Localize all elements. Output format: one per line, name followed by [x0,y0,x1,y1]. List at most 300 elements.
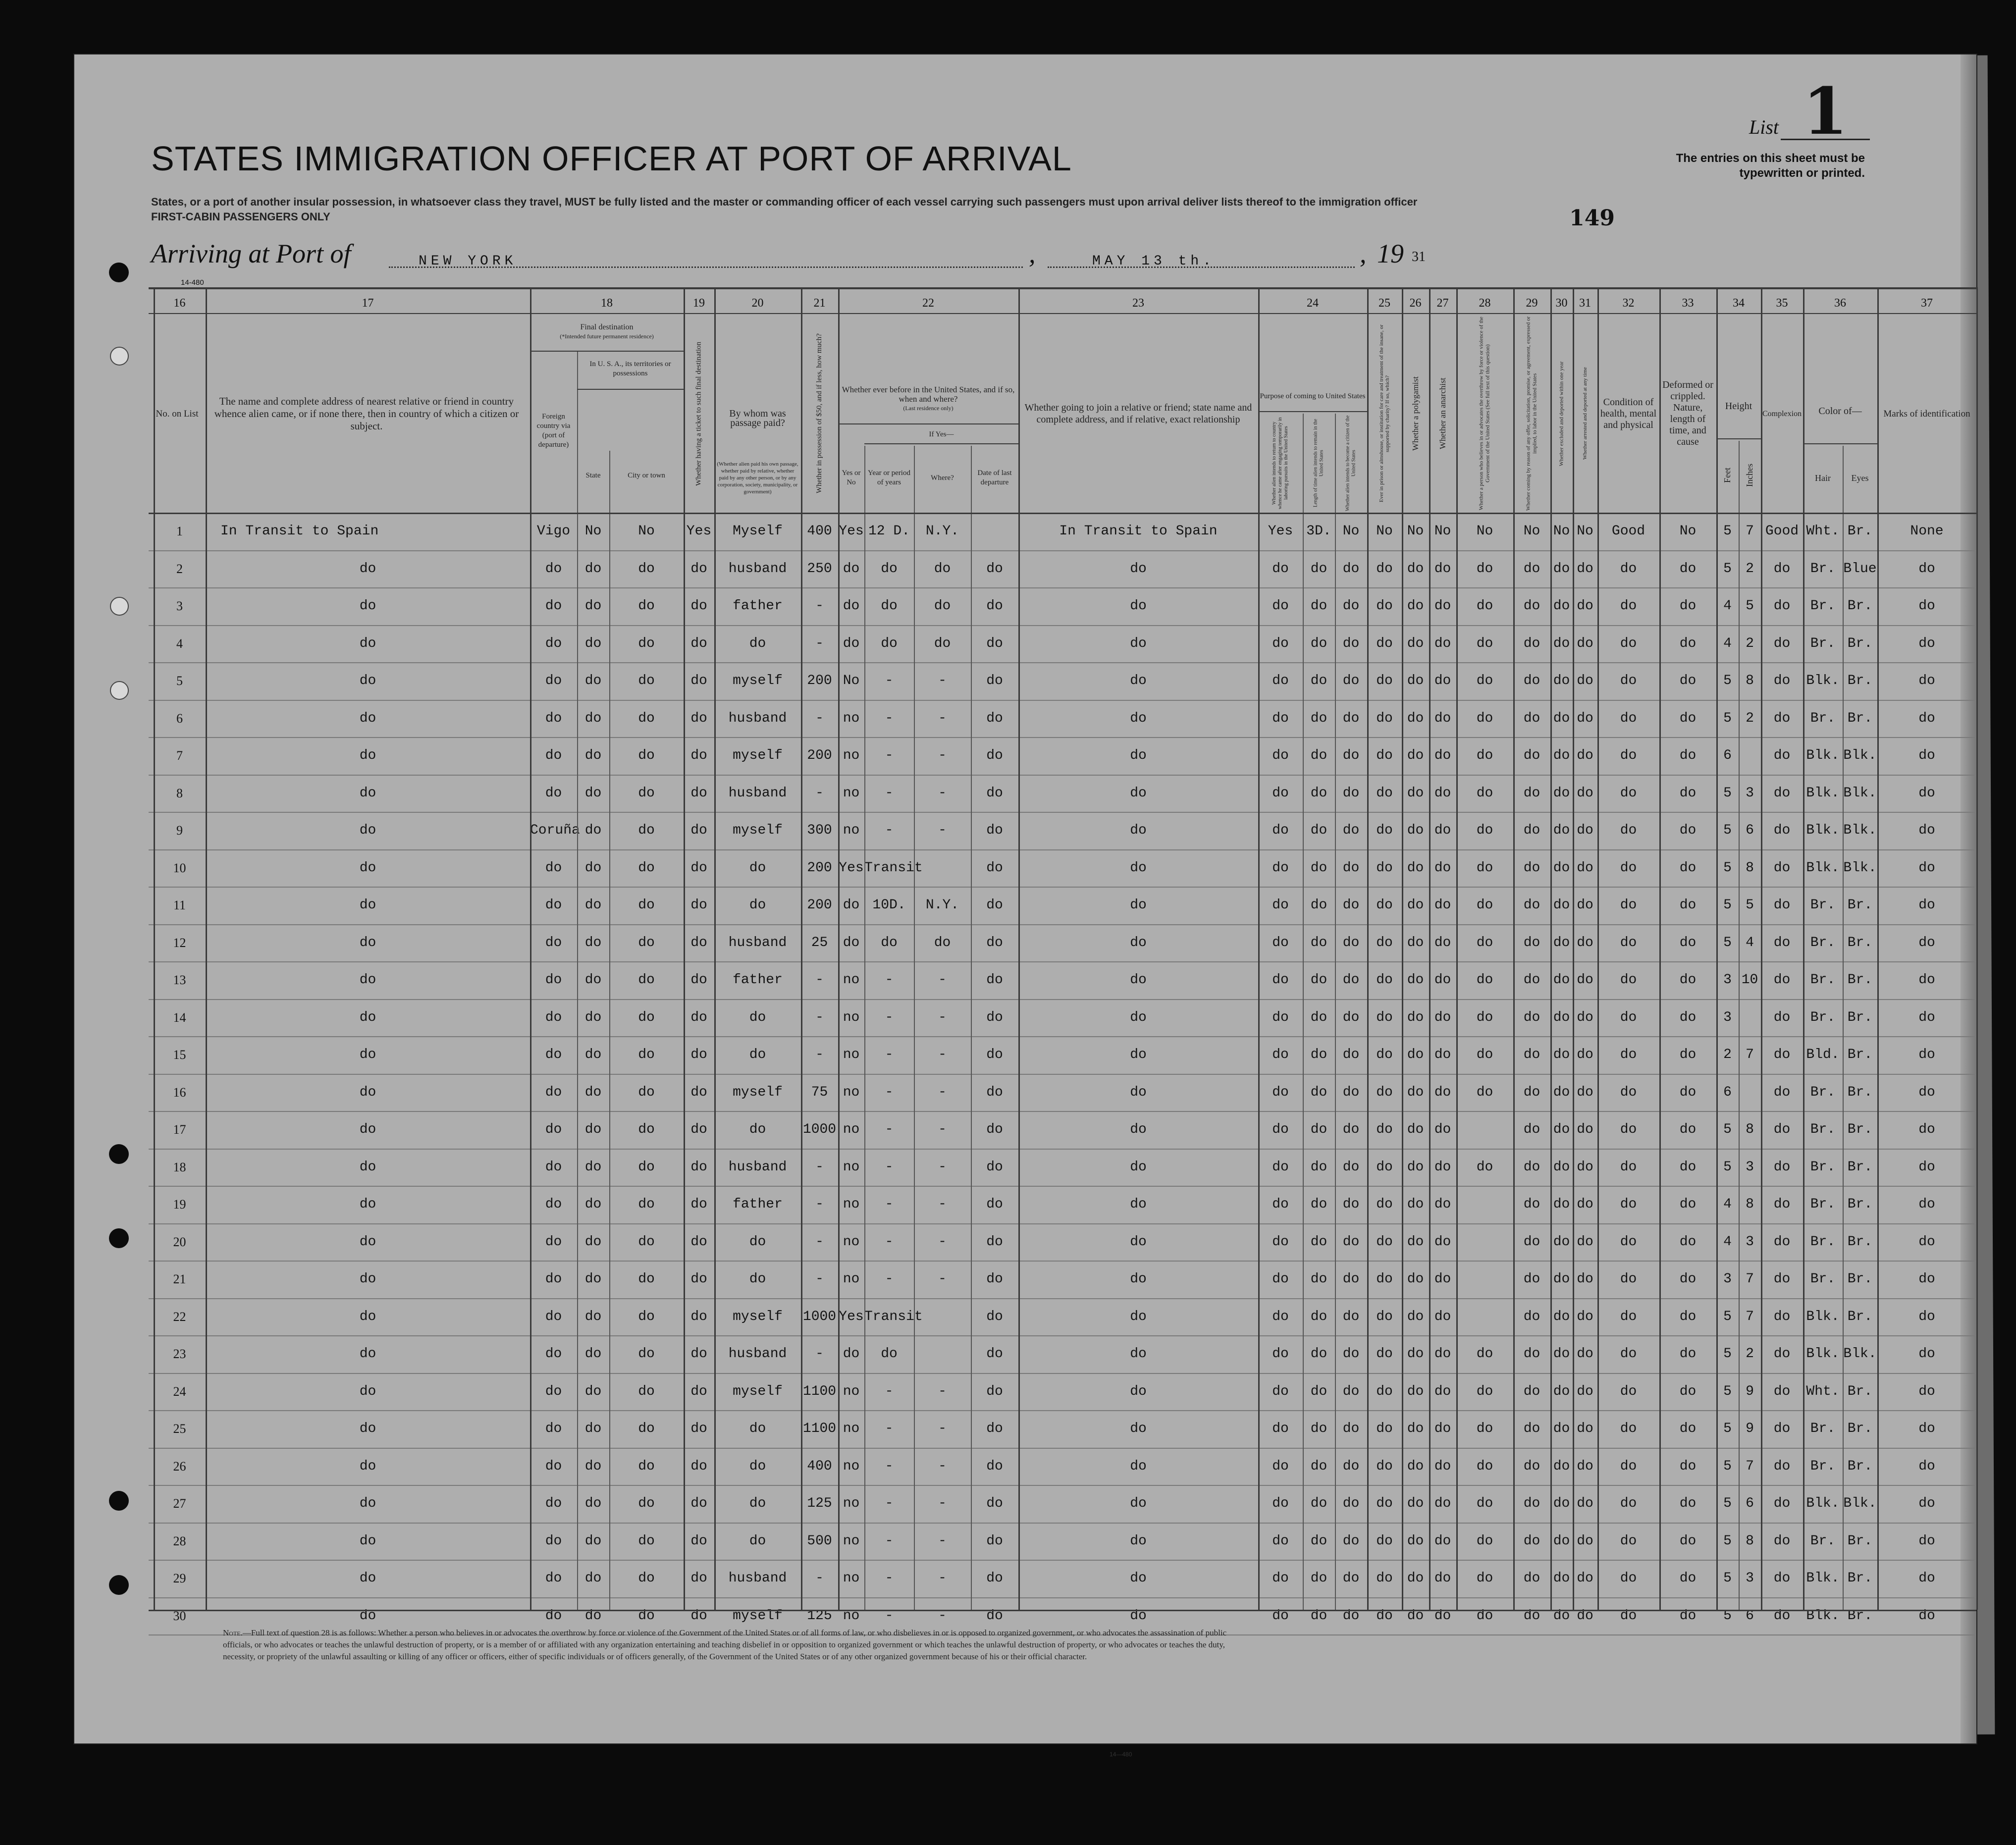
table-cell: husband [728,935,787,950]
table-cell: do [1620,935,1637,950]
table-cell: do [1272,1608,1289,1624]
table-cell: do [545,1009,562,1025]
table-cell [914,849,971,887]
table-cell: do [1773,1009,1791,1025]
table-cell: do [1679,1608,1697,1624]
table-cell: do [1476,935,1493,950]
table-cell: do [1523,823,1540,838]
table-cell: N.Y. [925,524,959,539]
header-year: Year or period of years [868,469,910,486]
table-cell: - [938,748,947,763]
table-cell: Blk. [1806,1571,1840,1586]
table-cell: do [1918,1309,1935,1324]
table-cell [1456,1298,1513,1336]
table-cell: do [1130,1458,1147,1474]
table-cell: Br. [1847,1421,1873,1436]
table-cell: - [885,1458,894,1474]
table-cell: do [1342,673,1360,688]
table-cell: do [1773,1458,1791,1474]
grid-line [1739,441,1740,1610]
table-cell: 8 [1746,1197,1754,1212]
table-cell: Br. [1810,561,1836,577]
table-cell: do [638,1047,655,1062]
table-cell: do [1918,1009,1935,1025]
table-cell: do [1310,1159,1327,1175]
table-cell: no [843,1533,860,1549]
table-cell: do [1130,1496,1147,1511]
table-cell: do [1577,1346,1593,1362]
table-cell: do [1476,1533,1493,1549]
row-number: 2 [176,561,183,576]
table-cell: do [986,1197,1003,1212]
table-cell: no [843,1159,860,1175]
table-cell: do [986,748,1003,763]
table-cell: do [1130,1571,1147,1586]
table-cell: do [1918,860,1935,876]
table-cell: 125 [807,1496,832,1511]
table-cell: do [1310,635,1327,651]
table-cell: do [749,635,766,651]
column-number: 35 [1776,297,1788,310]
table-cell: do [1918,897,1935,913]
grid-line [684,287,685,1610]
table-cell [971,513,1018,550]
table-cell: do [359,673,376,688]
table-cell: do [359,1458,376,1474]
table-cell: do [1553,1271,1570,1287]
table-cell: do [749,1496,766,1511]
column-number: 22 [922,297,934,310]
header-nearest-relative: The name and complete address of nearest relative or friend in country whence alien came, or if none there, then in country of which a citizen or subject. [214,395,519,432]
table-cell: no [843,1458,860,1474]
table-cell: do [1620,561,1637,577]
table-cell: do [584,1533,602,1549]
table-cell: 400 [807,524,832,539]
column-number: 32 [1622,297,1635,310]
table-cell: do [1272,598,1289,614]
table-cell: do [1130,823,1147,838]
row-number: 13 [173,973,186,987]
table-cell: do [1773,823,1791,838]
table-cell: do [1523,1271,1540,1287]
table-cell: do [1773,860,1791,876]
table-cell: 200 [807,897,832,913]
row-number: 4 [176,636,183,651]
table-cell: do [1918,1271,1935,1287]
table-cell: do [584,1608,602,1624]
table-cell: - [885,1571,894,1586]
column-number: 16 [173,297,186,310]
table-cell: 5 [1723,710,1732,726]
table-cell: 8 [1746,860,1754,876]
row-number: 10 [173,860,186,875]
table-cell: father [733,1197,783,1212]
table-cell: Br. [1847,524,1873,539]
table-cell: do [690,823,707,838]
table-cell: do [638,673,655,688]
table-cell: do [1773,673,1791,688]
table-cell: do [359,1271,376,1287]
table-cell: do [1342,1496,1360,1511]
table-cell: 1100 [802,1421,837,1436]
table-cell: Br. [1810,635,1836,651]
table-cell: do [1434,897,1451,913]
header-deformed: Deformed or crippled. Nature, length of time, and cause [1662,379,1713,447]
punch-hole [110,597,129,616]
table-cell: do [584,1346,602,1362]
table-cell: do [749,1533,766,1549]
table-cell: do [638,1608,655,1624]
table-cell: - [885,1122,894,1137]
table-cell: do [1272,1458,1289,1474]
table-cell: do [1434,1234,1451,1250]
table-cell: 200 [807,860,832,876]
table-cell: do [1272,935,1289,950]
column-number: 34 [1733,297,1745,310]
table-cell: do [881,1346,898,1362]
table-cell: do [1376,1197,1393,1212]
table-cell: do [359,1009,376,1025]
table-cell: Br. [1810,1159,1836,1175]
table-cell: do [986,1496,1003,1511]
table-cell: do [1342,1122,1360,1137]
table-cell: 400 [807,1458,832,1474]
table-cell: do [986,972,1003,988]
table-cell: Br. [1847,673,1873,688]
table-cell: do [1577,1084,1593,1100]
table-cell: no [843,1571,860,1586]
grid-line [1258,287,1260,1610]
table-cell: do [986,635,1003,651]
table-cell: do [638,635,655,651]
table-cell: do [584,1571,602,1586]
grid-line [149,287,1976,289]
page-title: STATES IMMIGRATION OFFICER AT PORT OF ARRIVAL [151,139,1072,178]
table-cell: do [1310,561,1327,577]
table-cell: do [545,1496,562,1511]
table-cell: do [1310,1047,1327,1062]
table-cell: - [938,1084,947,1100]
table-cell: do [881,935,898,950]
table-cell: do [843,897,860,913]
header-prison: Ever in prison or almshouse, or institution for care and treatment of the insane, or supported by charity? If so, which? [1379,324,1390,503]
table-cell: do [749,1234,766,1250]
table-cell: do [1773,1608,1791,1624]
year-suffix: 31 [1412,249,1426,264]
table-cell: do [1376,1009,1393,1025]
grid-line [1803,443,1877,444]
table-cell: Br. [1810,935,1836,950]
column-number: 37 [1921,297,1933,310]
table-cell: no [843,1122,860,1137]
table-cell: do [584,748,602,763]
table-cell: do [1310,1122,1327,1137]
table-cell: do [1773,1533,1791,1549]
table-cell: do [1620,1271,1637,1287]
table-cell: do [690,635,707,651]
table-cell: do [1577,1009,1593,1025]
table-cell: do [1553,748,1570,763]
table-cell: - [938,1571,947,1586]
table-cell: do [1679,710,1697,726]
table-cell: do [1553,1533,1570,1549]
table-cell: do [638,1309,655,1324]
table-cell: do [1679,748,1697,763]
table-cell: do [1130,1309,1147,1324]
table-cell: do [1342,823,1360,838]
grid-line [206,287,207,1610]
table-cell: do [1272,673,1289,688]
table-cell: Blk. [1806,1608,1840,1624]
table-cell: do [1376,1309,1393,1324]
table-cell: do [1342,972,1360,988]
table-cell: do [1773,1383,1791,1399]
table-cell: Blk. [1806,1346,1840,1362]
table-cell: do [1577,1571,1593,1586]
table-cell: do [1679,635,1697,651]
table-cell: - [885,785,894,801]
punch-hole [109,1144,129,1164]
table-cell: Br. [1810,598,1836,614]
table-cell: do [1620,748,1637,763]
table-cell: do [1620,673,1637,688]
table-cell: do [1679,860,1697,876]
table-cell: do [1376,935,1393,950]
table-cell: do [749,1047,766,1062]
table-cell: do [545,1122,562,1137]
table-cell: Transit [864,1309,923,1324]
table-cell: do [584,935,602,950]
table-cell [1456,1186,1513,1223]
table-cell: do [584,1009,602,1025]
table-cell: - [885,1159,894,1175]
table-cell: do [843,598,860,614]
header-labor-offer: Whether coming by reason of any offer, solicitation, promise, or agreement, expressed or implied, to labor in the United States [1525,316,1538,511]
table-cell: Br. [1810,1533,1836,1549]
table-cell: do [1407,897,1424,913]
table-cell: do [749,1009,766,1025]
table-cell: do [690,785,707,801]
table-cell: do [359,1309,376,1324]
table-cell: 8 [1746,1122,1754,1137]
table-cell: do [1434,1458,1451,1474]
table-cell: Vigo [536,524,571,539]
table-cell: do [1272,897,1289,913]
footer-form-code: 14—480 [1110,1751,1132,1758]
table-cell: do [1476,1159,1493,1175]
table-cell: do [1523,1009,1540,1025]
table-cell: do [986,710,1003,726]
table-cell [1739,999,1761,1037]
table-cell: No [638,524,655,539]
row-number: 25 [173,1422,186,1436]
grid-line [1018,287,1020,1610]
table-cell: do [1342,1309,1360,1324]
table-cell: do [1434,1084,1451,1100]
table-cell: do [1577,1496,1593,1511]
column-number: 31 [1579,297,1591,310]
table-cell: do [1679,1271,1697,1287]
table-cell: do [690,1122,707,1137]
table-cell: do [1376,860,1393,876]
table-cell: myself [733,1309,783,1324]
table-cell: do [584,1309,602,1324]
table-cell: do [1434,1197,1451,1212]
table-cell: 2 [1746,635,1754,651]
table-cell: do [690,1571,707,1586]
table-cell: do [749,1458,766,1474]
header-date-departure: Date of last departure [977,469,1012,486]
table-cell: 4 [1723,635,1732,651]
row-number: 26 [173,1459,186,1474]
header-foreign-country: Foreign country via (port of departure) [536,413,571,449]
table-cell: do [986,860,1003,876]
table-cell: do [1310,1421,1327,1436]
grid-line [530,351,684,352]
table-cell: do [1476,748,1493,763]
table-cell: do [1376,1608,1393,1624]
table-cell: do [881,561,898,577]
table-cell: do [638,785,655,801]
table-cell: do [1342,860,1360,876]
table-cell: 3D. [1306,524,1331,539]
table-cell: do [1310,1271,1327,1287]
table-cell: do [584,1496,602,1511]
header-color-of: Color of— [1818,405,1862,417]
table-cell: do [1918,1122,1935,1137]
table-cell: do [1272,1234,1289,1250]
table-cell: 6 [1746,1608,1754,1624]
table-cell: do [1130,972,1147,988]
table-cell: do [638,897,655,913]
table-cell: do [1407,1421,1424,1436]
table-cell: Br. [1847,1047,1873,1062]
table-cell: do [1553,897,1570,913]
table-cell: do [1577,1234,1593,1250]
table-cell: - [815,710,824,726]
table-cell: - [885,1496,894,1511]
table-cell: do [1773,1084,1791,1100]
table-cell: do [1773,935,1791,950]
table-cell: - [885,1084,894,1100]
header-excluded: Whether excluded and deported within one year [1558,361,1565,466]
table-cell: do [1620,635,1637,651]
table-cell: do [1272,1309,1289,1324]
table-cell: 1000 [802,1309,837,1324]
table-cell: 3 [1746,1571,1754,1586]
table-cell: do [1553,1084,1570,1100]
table-cell: - [938,1271,947,1287]
column-number: 21 [813,297,826,310]
table-cell: do [359,1346,376,1362]
table-cell: Br. [1847,972,1873,988]
table-cell: Blk. [1843,785,1877,801]
table-cell: do [584,823,602,838]
header-eyes: Eyes [1851,473,1869,483]
table-cell: Blk. [1806,1309,1840,1324]
table-cell: do [1553,1458,1570,1474]
grid-line [864,446,865,1610]
table-cell: 10D. [872,897,906,913]
table-cell: do [1773,635,1791,651]
table-cell: 5 [1723,1383,1732,1399]
table-cell: do [1620,1608,1637,1624]
table-cell: do [1523,598,1540,614]
table-cell: do [1553,1571,1570,1586]
table-cell: Br. [1847,1608,1873,1624]
table-cell: No [1407,524,1424,539]
table-cell: do [1476,1047,1493,1062]
table-cell: do [690,1533,707,1549]
table-cell: - [815,1571,824,1586]
table-cell: do [1130,710,1147,726]
table-cell: do [986,1533,1003,1549]
table-cell: do [1434,935,1451,950]
table-cell: do [1918,1197,1935,1212]
table-cell: do [1553,1496,1570,1511]
table-cell: do [1773,1047,1791,1062]
table-cell: do [1434,1533,1451,1549]
table-cell: do [359,1496,376,1511]
table-cell: Bld. [1806,1047,1840,1062]
table-cell: do [986,1571,1003,1586]
table-cell: do [1376,1383,1393,1399]
table-cell: Br. [1810,1458,1836,1474]
punch-hole [109,1491,129,1511]
list-number-box: List 1 [1749,84,1870,140]
table-cell: do [1523,935,1540,950]
table-cell: do [1577,1122,1593,1137]
table-cell: do [1577,1271,1593,1287]
table-cell: do [690,1346,707,1362]
table-cell: No [1523,524,1540,539]
table-cell: - [885,1421,894,1436]
table-cell: do [1553,1608,1570,1624]
table-cell: do [1918,1533,1935,1549]
table-cell: do [1272,1047,1289,1062]
table-cell: do [1476,897,1493,913]
table-cell: myself [733,748,783,763]
table-cell: Br. [1847,1533,1873,1549]
header-if-yes: If Yes— [929,430,954,438]
table-cell: do [1130,1383,1147,1399]
table-cell: do [1272,635,1289,651]
table-cell: Br. [1810,1197,1836,1212]
table-cell: 3 [1746,785,1754,801]
table-cell: 12 D. [868,524,910,539]
table-cell: do [1620,1496,1637,1511]
table-cell: do [986,1009,1003,1025]
table-cell: do [1407,823,1424,838]
table-cell: do [1376,710,1393,726]
table-cell: do [1342,1234,1360,1250]
table-cell: do [545,1309,562,1324]
header-return: Whether alien intends to return to country whence he came after engaging temporarily in laboring pursuits in the United States [1272,417,1289,509]
table-cell: do [1310,1571,1327,1586]
table-cell: do [986,823,1003,838]
grid-line [1803,287,1804,1610]
table-cell: do [1773,1571,1791,1586]
column-number: 33 [1682,297,1694,310]
table-cell: do [1407,1571,1424,1586]
table-cell: 5 [1723,1421,1732,1436]
table-cell: do [986,598,1003,614]
table-cell: do [1918,598,1935,614]
table-cell: Br. [1847,598,1873,614]
table-cell: do [1679,1084,1697,1100]
table-cell: Br. [1810,972,1836,988]
table-cell: do [934,635,951,651]
